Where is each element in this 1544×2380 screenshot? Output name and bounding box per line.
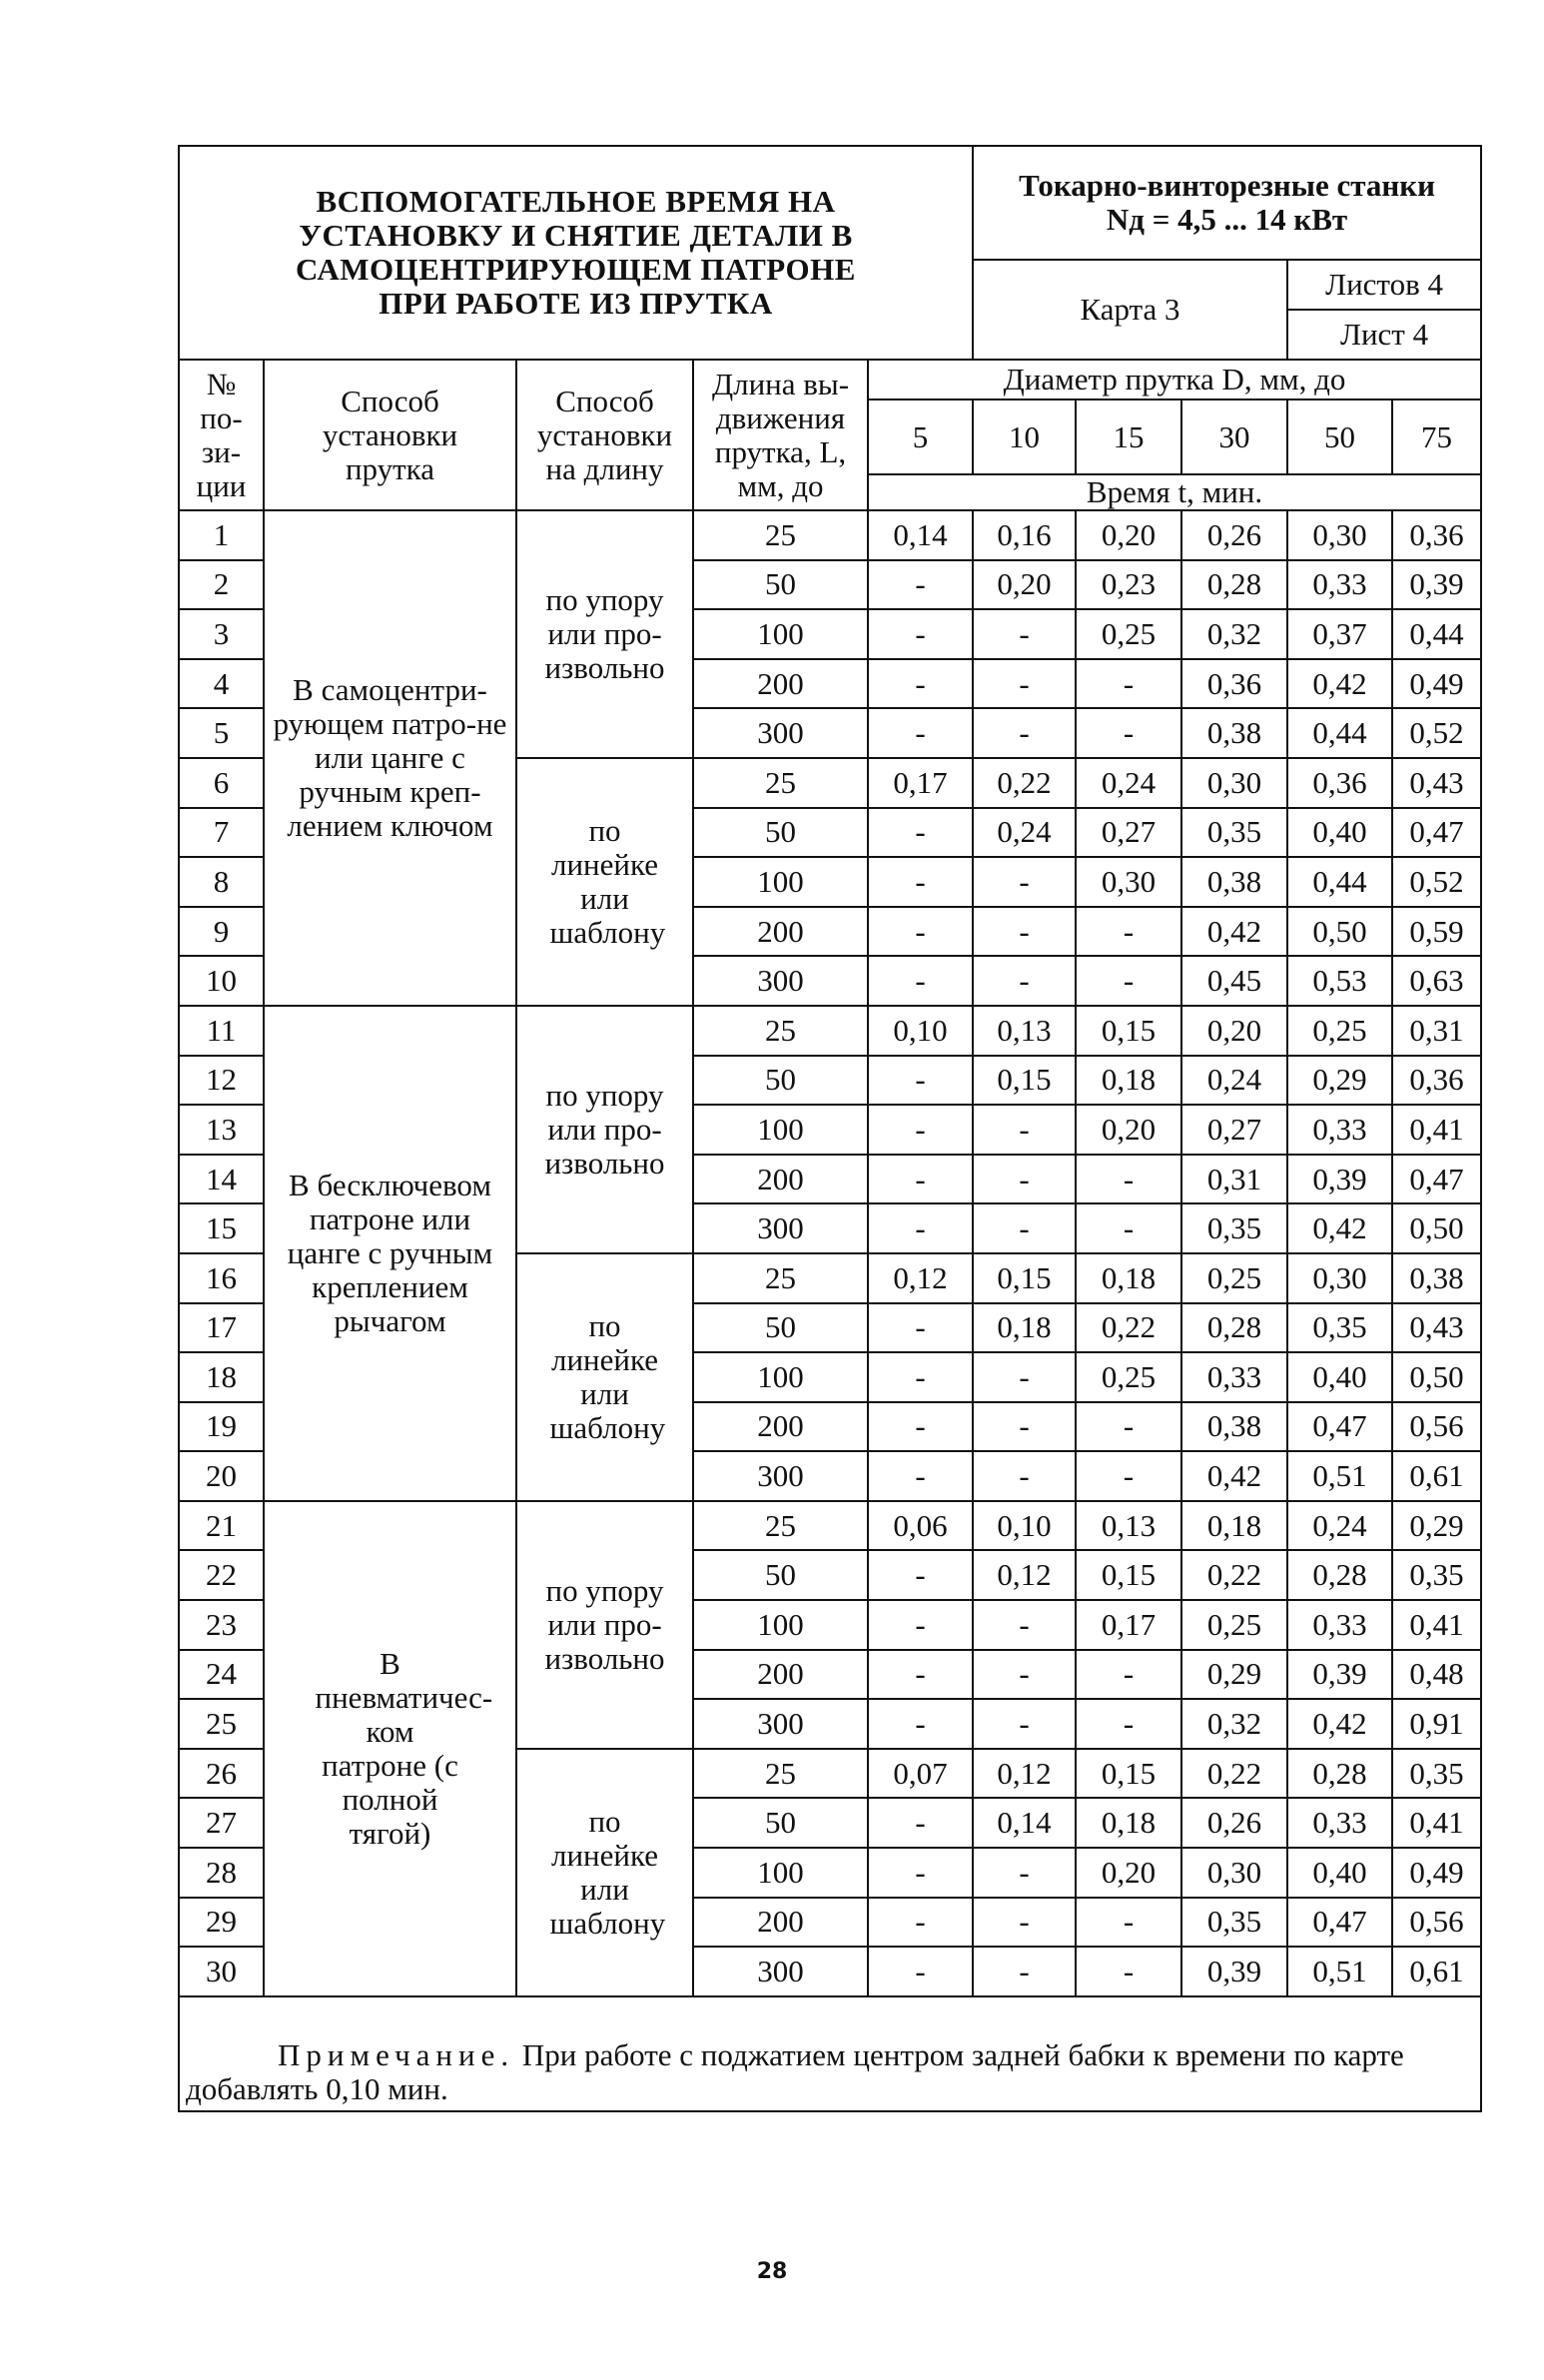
time-cell: - [1076, 1155, 1181, 1204]
time-cell: - [868, 1303, 973, 1353]
col-method-length [516, 360, 693, 510]
length-method-text: по упору или про-извольно [544, 1572, 665, 1676]
time-cell: - [973, 1650, 1076, 1700]
length-cell: 300 [693, 1699, 868, 1749]
position-cell: 17 [179, 1303, 264, 1353]
time-cell: - [973, 659, 1076, 709]
time-cell: 0,50 [1287, 907, 1392, 957]
time-cell: 0,27 [1076, 808, 1181, 858]
time-cell: 0,52 [1392, 857, 1481, 907]
time-cell: 0,25 [1076, 609, 1181, 659]
position-cell: 18 [179, 1352, 264, 1402]
time-cell: 0,36 [1392, 510, 1481, 560]
time-cell: 0,44 [1287, 857, 1392, 907]
time-cell: 0,24 [1076, 758, 1181, 808]
time-cell: 0,36 [1392, 1056, 1481, 1106]
page-number: 28 [756, 2259, 788, 2284]
time-cell: 0,43 [1392, 1303, 1481, 1353]
time-cell: 0,40 [1287, 1352, 1392, 1402]
time-cell: 0,33 [1287, 1600, 1392, 1650]
method-bar-group-3 [264, 1501, 516, 1996]
time-cell: - [973, 1848, 1076, 1898]
length-method-stop [516, 510, 693, 758]
time-cell: 0,37 [1287, 609, 1392, 659]
time-cell: - [973, 1203, 1076, 1253]
time-cell: 0,42 [1181, 1451, 1287, 1501]
diameter-col-30: 30 [1181, 399, 1287, 474]
time-cell: 0,20 [1181, 1006, 1287, 1056]
method-bar-text: В пневматичес-ком патроне (с полной тягой) [315, 1645, 493, 1851]
time-cell: 0,30 [1287, 1253, 1392, 1303]
position-cell: 15 [179, 1203, 264, 1253]
time-cell: 0,29 [1287, 1056, 1392, 1106]
time-cell: - [1076, 907, 1181, 957]
position-cell: 16 [179, 1253, 264, 1303]
time-cell: 0,10 [868, 1006, 973, 1056]
time-cell: 0,18 [1076, 1798, 1181, 1848]
document-sheet [178, 145, 1480, 2112]
time-cell: 0,20 [1076, 510, 1181, 560]
time-cell: - [1076, 1898, 1181, 1948]
length-cell: 25 [693, 1253, 868, 1303]
diameter-col-75: 75 [1392, 399, 1481, 474]
time-cell: 0,17 [868, 758, 973, 808]
time-cell: 0,29 [1181, 1650, 1287, 1700]
time-cell: 0,15 [973, 1056, 1076, 1106]
position-cell: 1 [179, 510, 264, 560]
title-line-2: УСТАНОВКУ И СНЯТИЕ ДЕТАЛИ В [299, 218, 853, 253]
length-method-ruler [516, 758, 693, 1006]
time-cell: 0,47 [1392, 1155, 1481, 1204]
time-cell: 0,53 [1287, 956, 1392, 1006]
position-cell: 19 [179, 1402, 264, 1452]
time-cell: - [973, 1352, 1076, 1402]
time-cell: - [973, 708, 1076, 758]
time-cell: - [868, 1402, 973, 1452]
table-row [179, 510, 1481, 560]
time-cell: 0,28 [1287, 1550, 1392, 1600]
length-method-text: по упору или про-извольно [544, 581, 665, 685]
time-cell: - [868, 1550, 973, 1600]
time-header: Время t, мин. [868, 474, 1481, 510]
time-cell: - [1076, 956, 1181, 1006]
time-cell: 0,33 [1181, 1352, 1287, 1402]
position-cell: 21 [179, 1501, 264, 1551]
time-cell: 0,39 [1181, 1947, 1287, 1996]
time-cell: 0,35 [1181, 1898, 1287, 1948]
time-cell: - [868, 708, 973, 758]
length-cell: 50 [693, 808, 868, 858]
length-cell: 50 [693, 560, 868, 610]
machine-line-2: Nд = 4,5 ... 14 кВт [1106, 202, 1348, 237]
time-cell: 0,44 [1287, 708, 1392, 758]
time-cell: 0,35 [1181, 808, 1287, 858]
length-cell: 25 [693, 1749, 868, 1799]
time-cell: 0,35 [1287, 1303, 1392, 1353]
position-cell: 27 [179, 1798, 264, 1848]
time-cell: 0,25 [1287, 1006, 1392, 1056]
time-cell: - [973, 1898, 1076, 1948]
title-line-1: ВСПОМОГАТЕЛЬНОЕ ВРЕМЯ НА [316, 184, 836, 219]
length-method-stop [516, 1006, 693, 1253]
time-cell: 0,35 [1392, 1550, 1481, 1600]
time-cell: 0,07 [868, 1749, 973, 1799]
length-cell: 300 [693, 1451, 868, 1501]
col-method-length-label: Способ установки на длину [536, 383, 673, 486]
time-cell: - [868, 1105, 973, 1155]
length-cell: 200 [693, 1898, 868, 1948]
length-cell: 50 [693, 1056, 868, 1106]
length-cell: 100 [693, 1105, 868, 1155]
position-cell: 26 [179, 1749, 264, 1799]
time-cell: 0,41 [1392, 1798, 1481, 1848]
time-cell: - [868, 1155, 973, 1204]
time-cell: 0,35 [1181, 1203, 1287, 1253]
time-cell: - [868, 1650, 973, 1700]
time-cell: - [868, 1898, 973, 1948]
time-cell: 0,47 [1287, 1402, 1392, 1452]
time-cell: 0,50 [1392, 1203, 1481, 1253]
position-cell: 3 [179, 609, 264, 659]
time-cell: 0,22 [1076, 1303, 1181, 1353]
time-cell: 0,31 [1392, 1006, 1481, 1056]
length-cell: 25 [693, 1006, 868, 1056]
time-cell: 0,47 [1392, 808, 1481, 858]
time-cell: 0,15 [1076, 1550, 1181, 1600]
time-cell: - [973, 609, 1076, 659]
time-cell: 0,36 [1181, 659, 1287, 709]
length-cell: 50 [693, 1550, 868, 1600]
length-method-ruler [516, 1253, 693, 1501]
length-cell: 300 [693, 1947, 868, 1996]
time-cell: 0,12 [973, 1550, 1076, 1600]
length-cell: 100 [693, 857, 868, 907]
position-cell: 25 [179, 1699, 264, 1749]
time-cell: 0,45 [1181, 956, 1287, 1006]
time-cell: 0,29 [1392, 1501, 1481, 1551]
time-cell: - [1076, 1650, 1181, 1700]
position-cell: 14 [179, 1155, 264, 1204]
length-cell: 50 [693, 1303, 868, 1353]
diameter-col-50: 50 [1287, 399, 1392, 474]
time-cell: 0,12 [868, 1253, 973, 1303]
time-cell: 0,06 [868, 1501, 973, 1551]
time-cell: - [973, 907, 1076, 957]
length-cell: 200 [693, 1402, 868, 1452]
length-method-text: по упору или про-извольно [544, 1077, 665, 1181]
time-cell: 0,32 [1181, 1699, 1287, 1749]
diameter-col-10: 10 [973, 399, 1076, 474]
position-cell: 30 [179, 1947, 264, 1996]
time-cell: - [1076, 1451, 1181, 1501]
time-cell: 0,42 [1287, 1699, 1392, 1749]
time-cell: 0,24 [973, 808, 1076, 858]
col-position-label: № по-зи-ции [196, 366, 247, 503]
col-length [693, 360, 868, 510]
time-cell: 0,61 [1392, 1947, 1481, 1996]
length-method-stop [516, 1501, 693, 1749]
position-cell: 4 [179, 659, 264, 709]
col-length-label: Длина вы-движения прутка, L, мм, до [711, 366, 850, 503]
position-cell: 23 [179, 1600, 264, 1650]
position-cell: 22 [179, 1550, 264, 1600]
length-cell: 200 [693, 907, 868, 957]
time-cell: 0,48 [1392, 1650, 1481, 1700]
time-cell: 0,30 [1287, 510, 1392, 560]
position-cell: 2 [179, 560, 264, 610]
time-cell: 0,28 [1287, 1749, 1392, 1799]
length-method-text: по линейке или шаблону [549, 1307, 666, 1445]
time-cell: 0,42 [1181, 907, 1287, 957]
position-cell: 24 [179, 1650, 264, 1700]
time-cell: 0,23 [1076, 560, 1181, 610]
time-cell: 0,24 [1181, 1056, 1287, 1106]
time-cell: 0,20 [1076, 1105, 1181, 1155]
table-title [179, 146, 973, 360]
position-cell: 7 [179, 808, 264, 858]
time-cell: - [1076, 1947, 1181, 1996]
time-cell: - [868, 808, 973, 858]
time-cell: 0,25 [1181, 1253, 1287, 1303]
time-cell: 0,16 [973, 510, 1076, 560]
time-cell: - [868, 1699, 973, 1749]
time-cell: 0,33 [1287, 1105, 1392, 1155]
time-cell: - [973, 1402, 1076, 1452]
note-text: При работе с поджатием центром задней бабки к времени по карте добавлять 0,10 мин. [186, 2036, 1404, 2106]
length-cell: 50 [693, 1798, 868, 1848]
position-cell: 6 [179, 758, 264, 808]
table-row [179, 1501, 1481, 1551]
position-cell: 9 [179, 907, 264, 957]
position-cell: 20 [179, 1451, 264, 1501]
diameter-col-15: 15 [1076, 399, 1181, 474]
machine-type [973, 146, 1481, 260]
sheets-total: Листов 4 [1287, 260, 1481, 310]
time-cell: 0,59 [1392, 907, 1481, 957]
length-cell: 300 [693, 956, 868, 1006]
time-cell: 0,51 [1287, 1451, 1392, 1501]
time-cell: 0,36 [1287, 758, 1392, 808]
time-cell: 0,56 [1392, 1898, 1481, 1948]
diameter-col-5: 5 [868, 399, 973, 474]
time-cell: 0,13 [973, 1006, 1076, 1056]
time-cell: 0,30 [1076, 857, 1181, 907]
time-cell: 0,33 [1287, 1798, 1392, 1848]
time-cell: - [973, 1155, 1076, 1204]
position-cell: 8 [179, 857, 264, 907]
time-cell: 0,25 [1181, 1600, 1287, 1650]
method-bar-group-2 [264, 1006, 516, 1501]
time-cell: 0,27 [1181, 1105, 1287, 1155]
time-cell: - [868, 1798, 973, 1848]
time-cell: 0,20 [973, 560, 1076, 610]
table-row [179, 1006, 1481, 1056]
time-cell: - [1076, 659, 1181, 709]
time-cell: 0,49 [1392, 659, 1481, 709]
time-cell: 0,39 [1287, 1650, 1392, 1700]
time-cell: 0,61 [1392, 1451, 1481, 1501]
time-cell: 0,17 [1076, 1600, 1181, 1650]
time-cell: 0,39 [1392, 560, 1481, 610]
title-line-3: САМОЦЕНТРИРУЮЩЕМ ПАТРОНЕ [296, 252, 856, 287]
time-cell: - [973, 857, 1076, 907]
time-cell: - [868, 1352, 973, 1402]
time-cell: 0,44 [1392, 609, 1481, 659]
col-method-bar-label: Способ установки прутка [322, 383, 458, 486]
card-number: Карта 3 [973, 260, 1287, 360]
time-cell: - [868, 956, 973, 1006]
method-bar-group-1 [264, 510, 516, 1006]
time-cell: 0,40 [1287, 1848, 1392, 1898]
length-cell: 200 [693, 1650, 868, 1700]
time-cell: 0,18 [1076, 1253, 1181, 1303]
length-cell: 300 [693, 1203, 868, 1253]
time-cell: 0,15 [1076, 1749, 1181, 1799]
time-cell: 0,14 [868, 510, 973, 560]
length-cell: 300 [693, 708, 868, 758]
time-cell: 0,26 [1181, 510, 1287, 560]
time-cell: - [868, 1056, 973, 1106]
time-cell: 0,38 [1181, 857, 1287, 907]
time-cell: 0,24 [1287, 1501, 1392, 1551]
col-position [179, 360, 264, 510]
position-cell: 29 [179, 1898, 264, 1948]
method-bar-text: В бесключевом патроне или цанге с ручным креплением рычагом [287, 1167, 493, 1338]
time-cell: - [973, 956, 1076, 1006]
position-cell: 28 [179, 1848, 264, 1898]
time-cell: 0,49 [1392, 1848, 1481, 1898]
time-cell: - [868, 857, 973, 907]
length-cell: 100 [693, 609, 868, 659]
time-cell: 0,20 [1076, 1848, 1181, 1898]
time-cell: 0,91 [1392, 1699, 1481, 1749]
note-label: Примечание. [278, 2036, 515, 2072]
time-cell: 0,63 [1392, 956, 1481, 1006]
time-cell: 0,13 [1076, 1501, 1181, 1551]
time-cell: - [868, 659, 973, 709]
time-cell: 0,56 [1392, 1402, 1481, 1452]
time-cell: 0,22 [1181, 1550, 1287, 1600]
time-cell: 0,43 [1392, 758, 1481, 808]
length-cell: 100 [693, 1600, 868, 1650]
time-cell: - [1076, 708, 1181, 758]
time-cell: 0,32 [1181, 609, 1287, 659]
time-cell: 0,38 [1181, 1402, 1287, 1452]
length-cell: 100 [693, 1848, 868, 1898]
time-cell: 0,14 [973, 1798, 1076, 1848]
time-cell: 0,42 [1287, 1203, 1392, 1253]
time-cell: 0,22 [973, 758, 1076, 808]
time-cell: - [973, 1600, 1076, 1650]
time-cell: 0,41 [1392, 1600, 1481, 1650]
length-cell: 25 [693, 758, 868, 808]
time-cell: - [868, 1848, 973, 1898]
time-cell: - [868, 1947, 973, 1996]
time-cell: 0,41 [1392, 1105, 1481, 1155]
time-cell: 0,26 [1181, 1798, 1287, 1848]
time-cell: 0,28 [1181, 1303, 1287, 1353]
time-cell: 0,42 [1287, 659, 1392, 709]
position-cell: 5 [179, 708, 264, 758]
time-cell: - [868, 907, 973, 957]
time-cell: - [973, 1699, 1076, 1749]
position-cell: 13 [179, 1105, 264, 1155]
time-cell: 0,40 [1287, 808, 1392, 858]
time-cell: 0,33 [1287, 560, 1392, 610]
time-cell: 0,39 [1287, 1155, 1392, 1204]
time-cell: 0,47 [1287, 1898, 1392, 1948]
aux-time-table [178, 145, 1482, 2112]
time-cell: 0,15 [1076, 1006, 1181, 1056]
time-cell: - [868, 609, 973, 659]
col-method-bar [264, 360, 516, 510]
title-line-4: ПРИ РАБОТЕ ИЗ ПРУТКА [379, 286, 773, 321]
length-method-text: по линейке или шаблону [549, 1803, 666, 1941]
time-cell: - [1076, 1402, 1181, 1452]
time-cell: - [868, 1600, 973, 1650]
position-cell: 12 [179, 1056, 264, 1106]
time-cell: - [868, 1451, 973, 1501]
time-cell: 0,28 [1181, 560, 1287, 610]
time-cell: 0,38 [1181, 708, 1287, 758]
time-cell: - [868, 1203, 973, 1253]
time-cell: 0,18 [973, 1303, 1076, 1353]
time-cell: 0,52 [1392, 708, 1481, 758]
time-cell: 0,50 [1392, 1352, 1481, 1402]
time-cell: - [973, 1451, 1076, 1501]
time-cell: 0,18 [1181, 1501, 1287, 1551]
time-cell: - [973, 1947, 1076, 1996]
length-method-ruler [516, 1749, 693, 1996]
time-cell: 0,31 [1181, 1155, 1287, 1204]
time-cell: 0,51 [1287, 1947, 1392, 1996]
time-cell: 0,10 [973, 1501, 1076, 1551]
length-cell: 200 [693, 659, 868, 709]
method-bar-text: В самоцентри-рующем патро-не или цанге с ручным креп-лением ключом [273, 671, 507, 843]
time-cell: - [1076, 1699, 1181, 1749]
diameter-header: Диаметр прутка D, мм, до [868, 360, 1481, 399]
length-cell: 100 [693, 1352, 868, 1402]
time-cell: 0,25 [1076, 1352, 1181, 1402]
length-method-text: по линейке или шаблону [549, 812, 666, 950]
note [179, 1996, 1481, 2111]
time-cell: 0,35 [1392, 1749, 1481, 1799]
time-cell: 0,18 [1076, 1056, 1181, 1106]
position-cell: 11 [179, 1006, 264, 1056]
time-cell: 0,30 [1181, 1848, 1287, 1898]
time-cell: 0,12 [973, 1749, 1076, 1799]
position-cell: 10 [179, 956, 264, 1006]
time-cell: 0,22 [1181, 1749, 1287, 1799]
sheet-number: Лист 4 [1287, 310, 1481, 360]
length-cell: 25 [693, 510, 868, 560]
time-cell: - [868, 560, 973, 610]
time-cell: 0,30 [1181, 758, 1287, 808]
length-cell: 200 [693, 1155, 868, 1204]
time-cell: - [973, 1105, 1076, 1155]
length-cell: 25 [693, 1501, 868, 1551]
time-cell: - [1076, 1203, 1181, 1253]
time-cell: 0,38 [1392, 1253, 1481, 1303]
time-cell: 0,15 [973, 1253, 1076, 1303]
machine-line-1: Токарно-винторезные станки [1019, 168, 1435, 203]
